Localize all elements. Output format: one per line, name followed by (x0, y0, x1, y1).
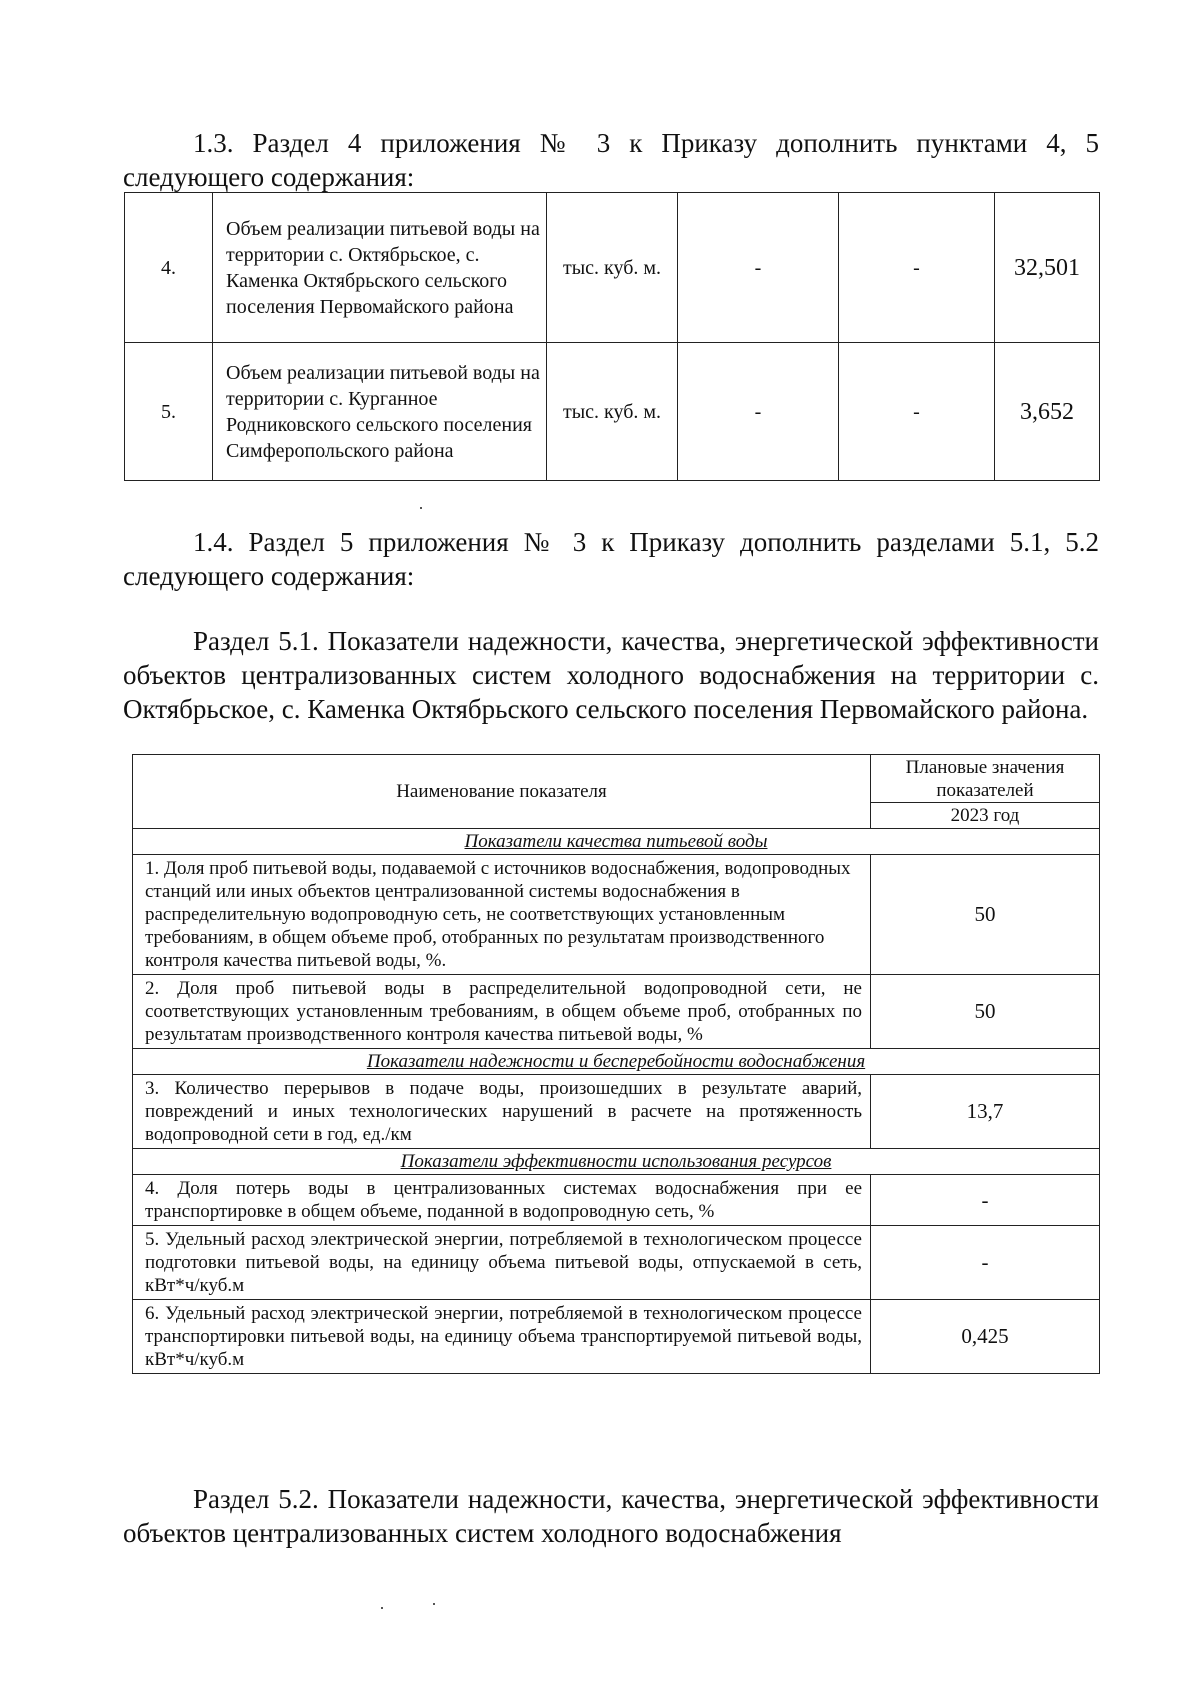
indicators-table-section-5-1 (132, 754, 1100, 1374)
indicator-value: - (871, 1226, 1100, 1300)
indicator-value: 50 (871, 975, 1100, 1049)
table-row (125, 193, 1100, 343)
scan-speck (381, 1607, 383, 1609)
table-row (133, 1300, 1100, 1374)
value-cell: - (839, 343, 995, 481)
header-indicator-name: Наименование показателя (133, 755, 871, 829)
scan-speck (420, 507, 422, 509)
header-plan-values: Плановые значения показателей (871, 755, 1100, 803)
indicator-name: Объем реализации питьевой воды на территории с. Октябрьское, с. Каменка Октябрьского сельского поселения Первомайского района (213, 193, 547, 343)
table-row (133, 855, 1100, 975)
indicator-text: 6. Удельный расход электрической энергии, потребляемой в технологическом процессе транспортировки питьевой воды, на единицу объема транспортируемой питьевой воды, кВт*ч/куб.м (133, 1300, 871, 1374)
value-cell: - (839, 193, 995, 343)
table-row (133, 1226, 1100, 1300)
row-number: 5. (125, 343, 213, 481)
section-title-efficiency: Показатели эффективности использования ресурсов (133, 1149, 1100, 1175)
section-5-2-heading: Раздел 5.2. Показатели надежности, качества, энергетической эффективности объектов централизованных систем холодного водоснабжения (123, 1484, 1099, 1548)
indicator-value: 0,425 (871, 1300, 1100, 1374)
table-row (133, 1075, 1100, 1149)
indicator-text: 1. Доля проб питьевой воды, подаваемой с источников водоснабжения, водопроводных станций или иных объектов централизованной системы водоснабжения в распределительную водопроводную сеть, не соответствующих установленным требованиям, в общем объеме проб, отобранных по результатам производственного контроля качества питьевой воды, %. (133, 855, 871, 975)
indicator-text: 2. Доля проб питьевой воды в распределительной водопроводной сети, не соответствующих установленным требованиям, в общем объеме проб, отобранных по результатам производственного контроля качества питьевой воды, % (133, 975, 871, 1049)
indicator-value: 13,7 (871, 1075, 1100, 1149)
section-row (133, 1049, 1100, 1075)
header-year: 2023 год (871, 803, 1100, 829)
table-row (133, 975, 1100, 1049)
table-row (125, 343, 1100, 481)
value-cell: 3,652 (995, 343, 1100, 481)
section-row (133, 1149, 1100, 1175)
value-cell: - (678, 343, 839, 481)
value-cell: - (678, 193, 839, 343)
row-number: 4. (125, 193, 213, 343)
indicator-name: Объем реализации питьевой воды на территории с. Курганное Родниковского сельского поселения Симферопольского района (213, 343, 547, 481)
paragraph-1-4: 1.4. Раздел 5 приложения № 3 к Приказу дополнить разделами 5.1, 5.2 следующего содержания: (123, 527, 1099, 591)
section-row (133, 829, 1100, 855)
paragraph-1-3: 1.3. Раздел 4 приложения № 3 к Приказу дополнить пунктами 4, 5 следующего содержания: (123, 128, 1099, 192)
indicator-text: 5. Удельный расход электрической энергии, потребляемой в технологическом процессе подготовки питьевой воды, на единицу объема питьевой воды, отпускаемой в сеть, кВт*ч/куб.м (133, 1226, 871, 1300)
scan-speck (433, 1603, 435, 1605)
unit-cell: тыс. куб. м. (547, 343, 678, 481)
indicator-value: - (871, 1175, 1100, 1226)
table-header-row (133, 755, 1100, 803)
section-title-reliability: Показатели надежности и бесперебойности водоснабжения (133, 1049, 1100, 1075)
indicator-text: 4. Доля потерь воды в централизованных системах водоснабжения при ее транспортировке в общем объеме, поданной в водопроводную сеть, % (133, 1175, 871, 1226)
unit-cell: тыс. куб. м. (547, 193, 678, 343)
table-row (133, 1175, 1100, 1226)
indicators-table-section-4 (124, 192, 1100, 481)
section-title-quality: Показатели качества питьевой воды (133, 829, 1100, 855)
section-5-1-heading: Раздел 5.1. Показатели надежности, качества, энергетической эффективности объектов централизованных систем холодного водоснабжения на территории с. Октябрьское, с. Каменка Октябрьского сельского поселения Первомайского района. (123, 626, 1099, 724)
value-cell: 32,501 (995, 193, 1100, 343)
indicator-value: 50 (871, 855, 1100, 975)
indicator-text: 3. Количество перерывов в подаче воды, произошедших в результате аварий, повреждений и иных технологических нарушений в расчете на протяженность водопроводной сети в год, ед./км (133, 1075, 871, 1149)
